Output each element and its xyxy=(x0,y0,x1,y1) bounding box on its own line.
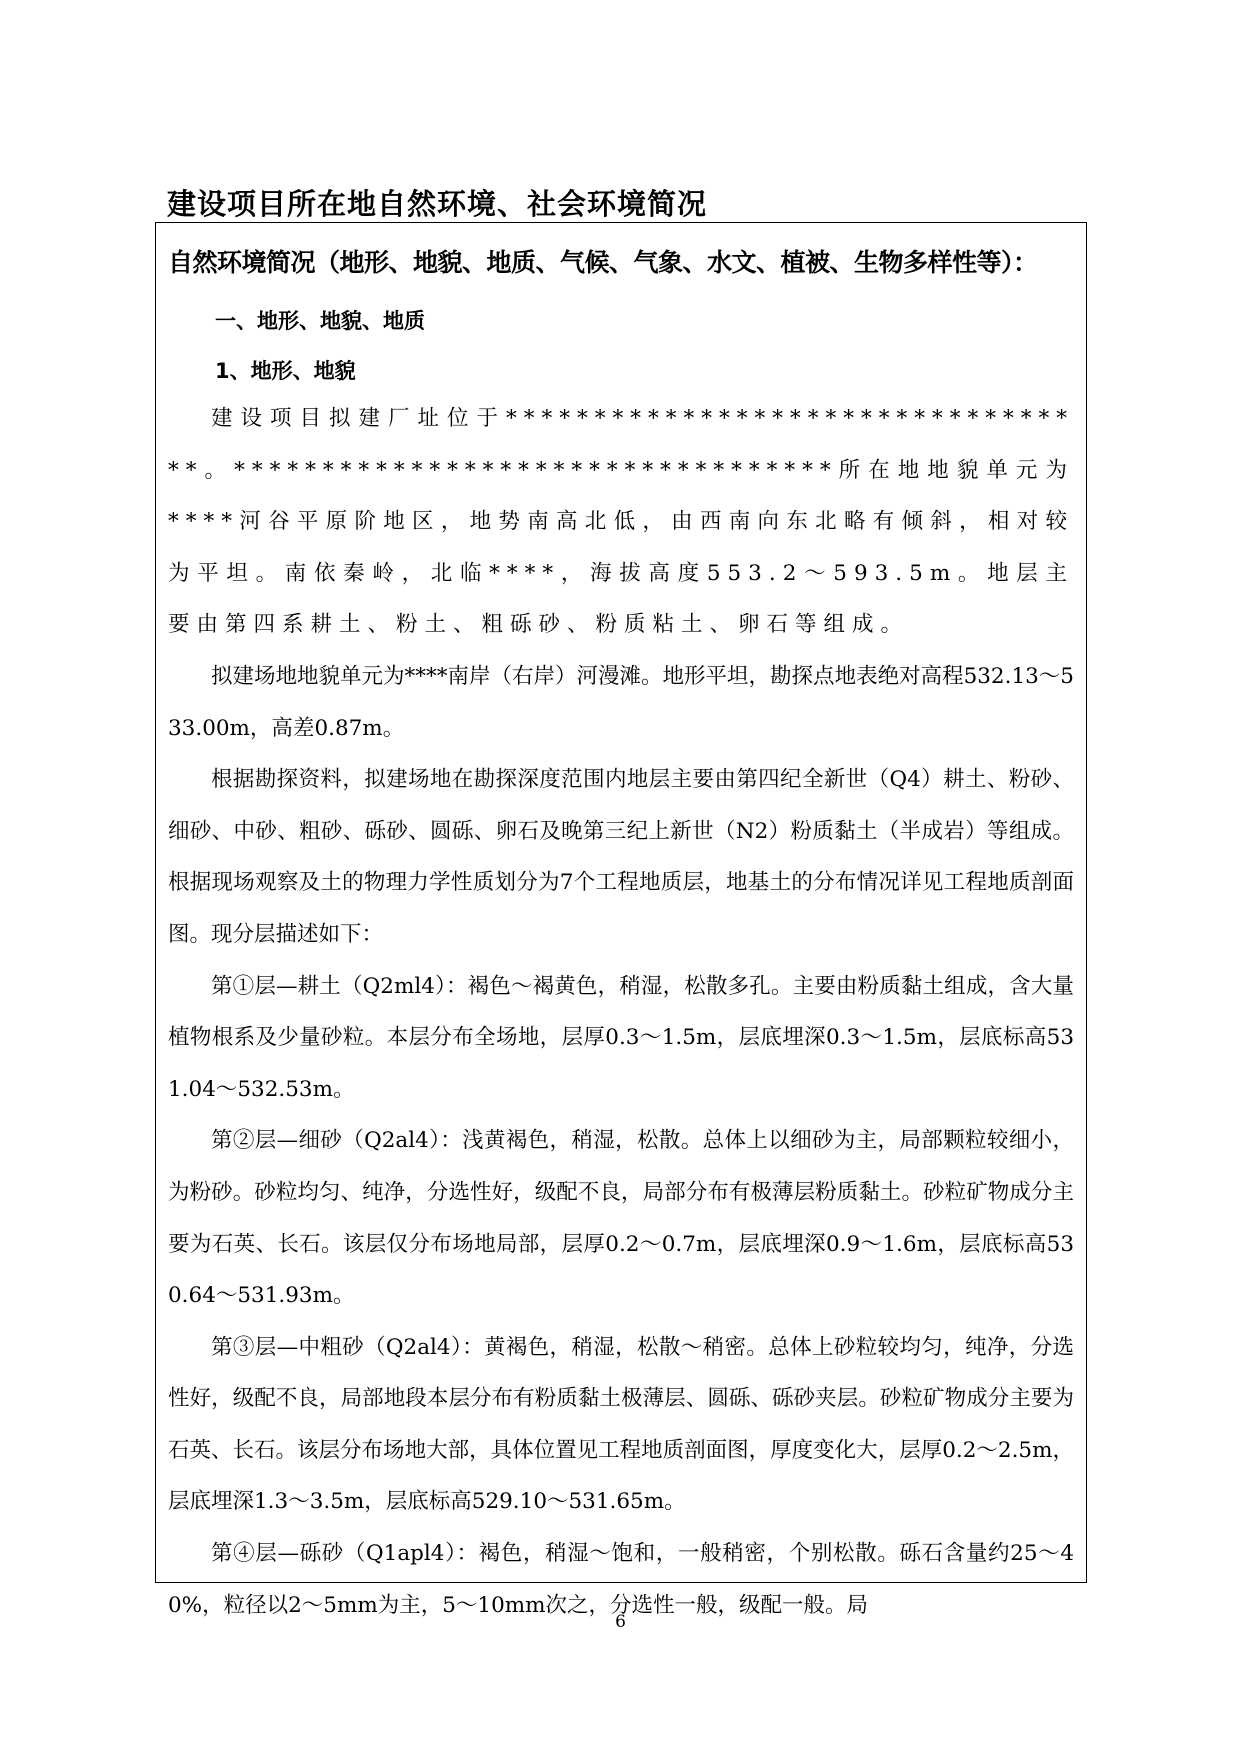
page-number: 6 xyxy=(615,1612,626,1632)
heading-terrain-geology: 一、地形、地貌、地质 xyxy=(215,309,425,333)
body-text xyxy=(168,393,1074,1631)
heading-terrain-landform: 1、地形、地貌 xyxy=(215,359,356,383)
content-frame xyxy=(155,222,1087,1618)
section-title: 自然环境简况（地形、地貌、地质、气候、气象、水文、植被、生物多样性等）： xyxy=(168,248,1038,277)
paragraph-site-location: 建设项目拟建厂址位于**********************************。**********************************所在地地貌单元为****河谷平原阶地区，地势南高北低，由西南向东北略有倾斜，相对较为平坦。南依秦岭，北临****，海拔高度553.2～593.5m。地层主要由第四系耕土、粉土、粗砾砂、粉质粘土、卵石等组成。 xyxy=(168,406,1074,638)
paragraph-survey-summary: 根据勘探资料，拟建场地在勘探深度范围内地层主要由第四纪全新世（Q4）耕土、粉砂、细砂、中砂、粗砂、砾砂、圆砾、卵石及晚第三纪上新世（N2）粉质黏土（半成岩）等组成。根据现场观察及土的物理力学性质划分为7个工程地质层，地基土的分布情况详见工程地质剖面图。现分层描述如下： xyxy=(168,767,1074,947)
paragraph-layer-2: 第②层—细砂（Q2al4）：浅黄褐色，稍湿，松散。总体上以细砂为主，局部颗粒较细小，为粉砂。砂粒均匀、纯净，分选性好，级配不良，局部分布有极薄层粉质黏土。砂粒矿物成分主要为石英、长石。该层仅分布场地局部，层厚0.2～0.7m，层底埋深0.9～1.6m，层底标高530.64～531.93m。 xyxy=(168,1128,1074,1309)
paragraph-layer-3: 第③层—中粗砂（Q2al4）：黄褐色，稍湿，松散～稍密。总体上砂粒较均匀，纯净，分选性好，级配不良，局部地段本层分布有粉质黏土极薄层、圆砾、砾砂夹层。砂粒矿物成分主要为石英、长石。该层分布场地大部，具体位置见工程地质剖面图，厚度变化大，层厚0.2～2.5m，层底埋深1.3～3.5m，层底标高529.10～531.65m。 xyxy=(168,1334,1074,1515)
document-title: 建设项目所在地自然环境、社会环境简况 xyxy=(167,187,708,221)
paragraph-layer-4: 第④层—砾砂（Q1apl4）：褐色，稍湿～饱和，一般稍密，个别松散。砾石含量约25～40%，粒径以2～5mm为主，5～10mm次之，分选性一般，级配一般。局 xyxy=(168,1541,1074,1618)
paragraph-layer-1: 第①层—耕土（Q2ml4）：褐色～褐黄色，稍湿，松散多孔。主要由粉质黏土组成，含大量植物根系及少量砂粒。本层分布全场地，层厚0.3～1.5m，层底埋深0.3～1.5m，层底标高531.04～532.53m。 xyxy=(168,973,1074,1102)
paragraph-site-landform: 拟建场地地貌单元为****南岸（右岸）河漫滩。地形平坦，勘探点地表绝对高程532.13～533.00m，高差0.87m。 xyxy=(168,663,1074,741)
